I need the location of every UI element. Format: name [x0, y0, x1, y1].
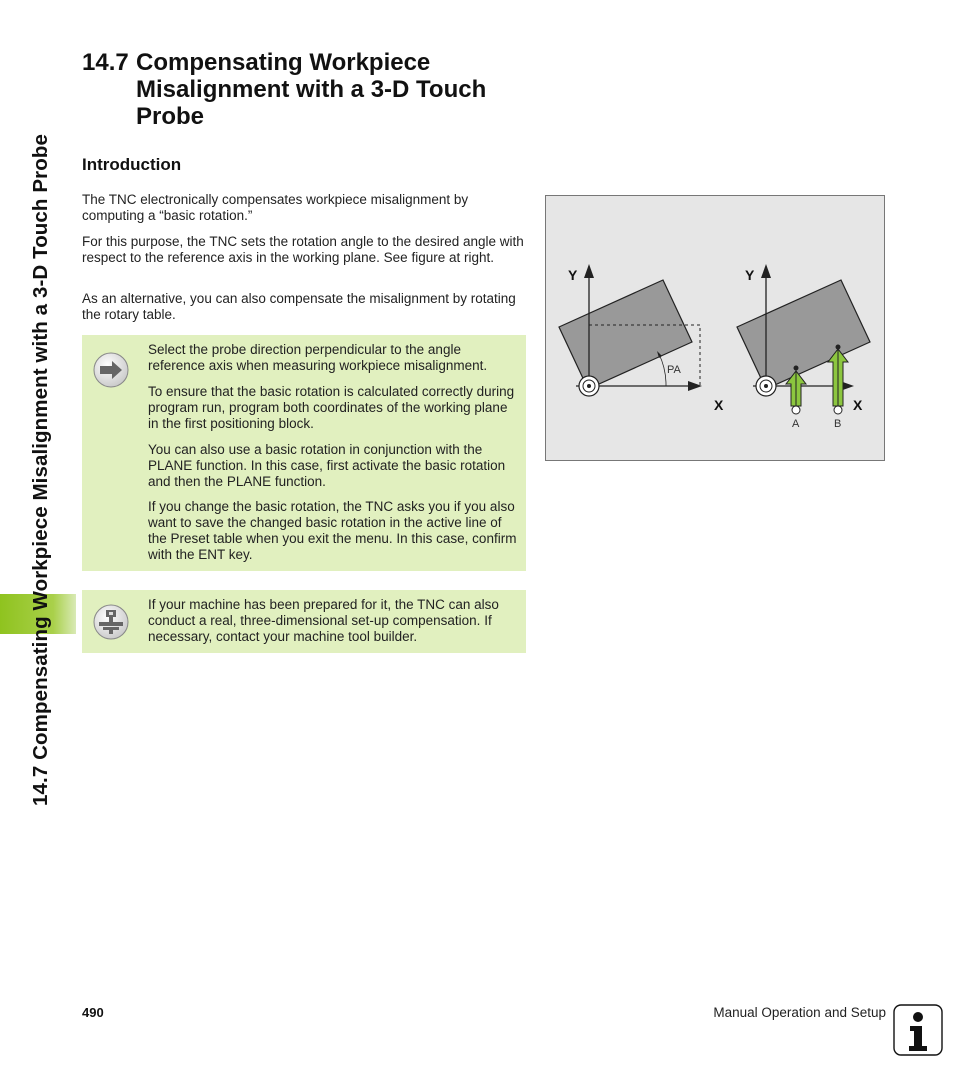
- section-title: Compensating Workpiece Misalignment with a 3-D Touch Probe: [136, 49, 487, 130]
- point-b-label: B: [834, 418, 842, 430]
- probe-point-a: [792, 406, 800, 414]
- figure-right-diagram: [737, 264, 870, 414]
- section-number: 14.7: [82, 49, 129, 76]
- angle-label: PA: [667, 364, 681, 376]
- page-title: [82, 49, 552, 130]
- intro-paragraph-1: The TNC electronically compensates workpiece misalignment by computing a “basic rotation.”: [82, 192, 469, 223]
- right-y-label: Y: [745, 267, 755, 283]
- footer-section-title: Manual Operation and Setup: [713, 1005, 886, 1020]
- figure-svg: [546, 196, 884, 460]
- info-icon: [893, 1004, 943, 1061]
- point-a-label: A: [792, 418, 800, 430]
- note-item-1: Select the probe direction perpendicular to the angle reference axis when measuring workpiece misalignment.: [148, 342, 488, 373]
- left-x-label: X: [714, 397, 724, 413]
- subheading: Introduction: [82, 155, 182, 174]
- right-x-label: X: [853, 397, 863, 413]
- note-item-4: If you change the basic rotation, the TNC asks you if you also want to save the changed basic rotation in the active line of the Preset table when you exit the menu. In this case, confirm with the ENT key.: [148, 499, 517, 562]
- angle-arc: [659, 354, 666, 386]
- intro-paragraph-2: For this purpose, the TNC sets the rotation angle to the desired angle with respect to the reference axis in the working plane. See figure at right.: [82, 234, 524, 265]
- probe-point-b: [834, 406, 842, 414]
- intro-paragraph-3: As an alternative, you can also compensate the misalignment by rotating the rotary table.: [82, 291, 516, 322]
- note-item-3: You can also use a basic rotation in conjunction with the PLANE function. In this case, first activate the basic rotation and then the PLANE function.: [148, 442, 506, 489]
- arrow-right-icon: [92, 351, 130, 394]
- figure-basic-rotation: [545, 195, 885, 461]
- side-title-bar: [0, 0, 78, 1091]
- workpiece-rotated-right: [737, 280, 870, 389]
- note-machine-text: If your machine has been prepared for it, the TNC can also conduct a real, three-dimensional set-up compensation. If necessary, contact your machine tool builder.: [148, 597, 499, 644]
- side-title-text: 14.7 Compensating Workpiece Misalignment with a 3-D Touch Probe: [29, 134, 52, 806]
- page-number: 490: [82, 1005, 104, 1020]
- note-item-2: To ensure that the basic rotation is calculated correctly during program run, program both coordinates of the working plane in the first positioning block.: [148, 384, 515, 431]
- note-box-tips: [82, 335, 526, 571]
- figure-left-diagram: [559, 264, 702, 396]
- machine-tool-icon: [92, 603, 130, 646]
- note-box-machine: [82, 590, 526, 653]
- left-y-label: Y: [568, 267, 578, 283]
